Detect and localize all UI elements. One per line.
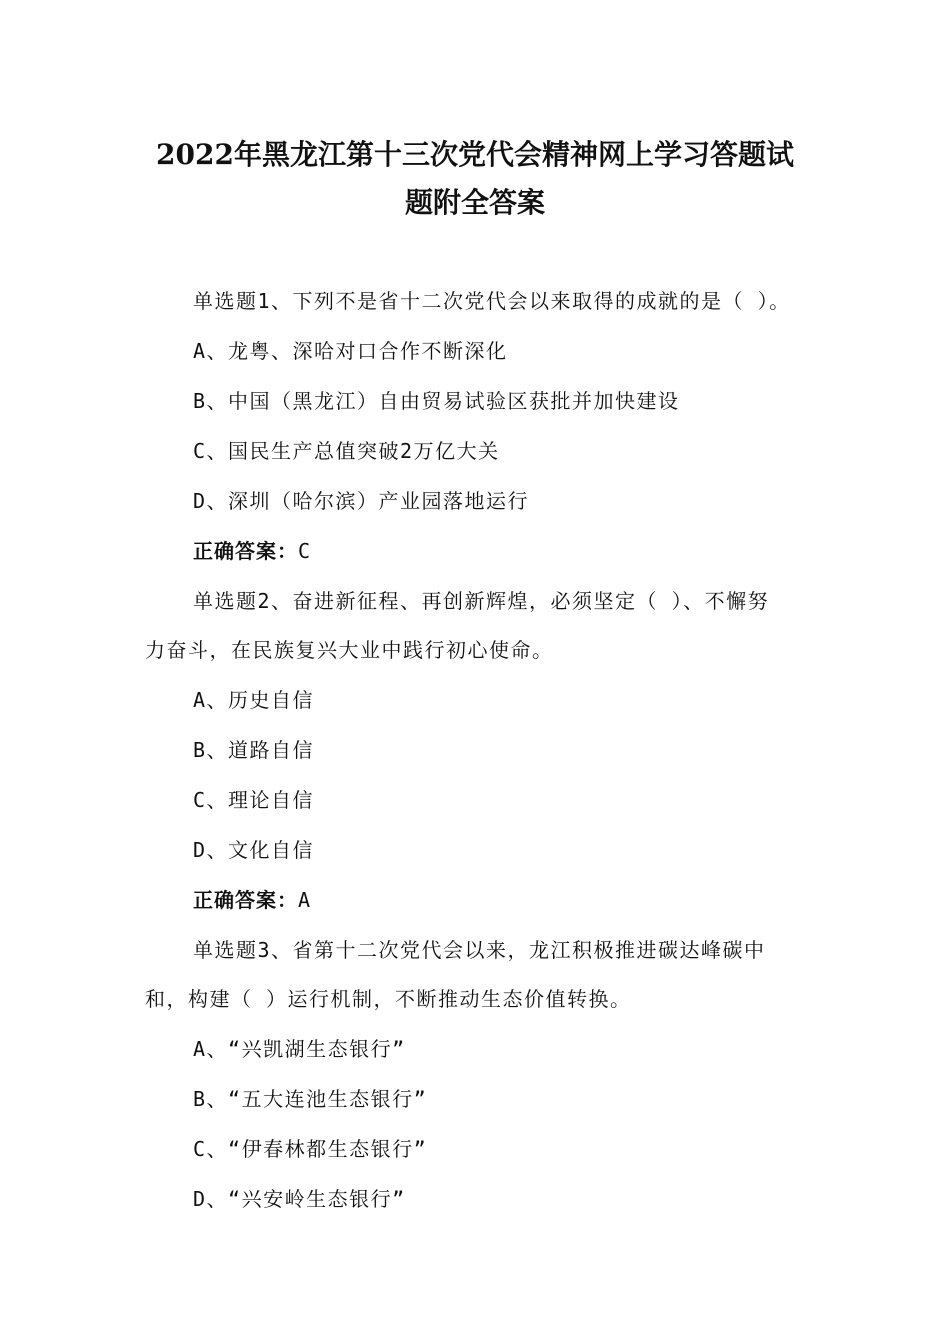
question-3-stem-line-1: 单选题3、省第十二次党代会以来，龙江积极推进碳达峰碳中 <box>193 938 766 962</box>
question-2-option-b: B、道路自信 <box>193 738 315 762</box>
question-3-stem-line-2: 和，构建（ ）运行机制，不断推动生态价值转换。 <box>145 987 632 1011</box>
question-1-option-d: D、深圳（哈尔滨）产业园落地运行 <box>193 489 530 513</box>
question-3-option-b: B、“五大连池生态银行” <box>193 1087 428 1111</box>
answer-value: A <box>298 888 312 912</box>
question-3-option-d: D、“兴安岭生态银行” <box>193 1187 406 1211</box>
answer-value: C <box>298 539 312 563</box>
answer-label: 正确答案： <box>193 539 298 563</box>
question-3-option-a: A、“兴凯湖生态银行” <box>193 1037 406 1061</box>
document-title-line-1: 2022年黑龙江第十三次党代会精神网上学习答题试 <box>156 138 794 171</box>
question-1-answer <box>193 537 312 565</box>
question-1-stem: 单选题1、下列不是省十二次党代会以来取得的成就的是（ ）。 <box>193 289 791 313</box>
question-1-option-a: A、龙粤、深哈对口合作不断深化 <box>193 339 508 363</box>
question-1-option-c: C、国民生产总值突破2万亿大关 <box>193 439 500 463</box>
question-2-stem-line-2: 力奋斗，在民族复兴大业中践行初心使命。 <box>145 638 554 662</box>
question-1-option-b: B、中国（黑龙江）自由贸易试验区获批并加快建设 <box>193 389 680 413</box>
question-2-stem-line-1: 单选题2、奋进新征程、再创新辉煌，必须坚定（ ）、不懈努 <box>193 589 770 613</box>
question-2-option-a: A、历史自信 <box>193 688 315 712</box>
document-title-line-2: 题附全答案 <box>404 186 545 219</box>
question-2-option-c: C、理论自信 <box>193 788 315 812</box>
question-2-answer <box>193 886 312 914</box>
answer-label: 正确答案： <box>193 888 298 912</box>
question-2-option-d: D、文化自信 <box>193 838 315 862</box>
question-3-option-c: C、“伊春林都生态银行” <box>193 1137 428 1161</box>
